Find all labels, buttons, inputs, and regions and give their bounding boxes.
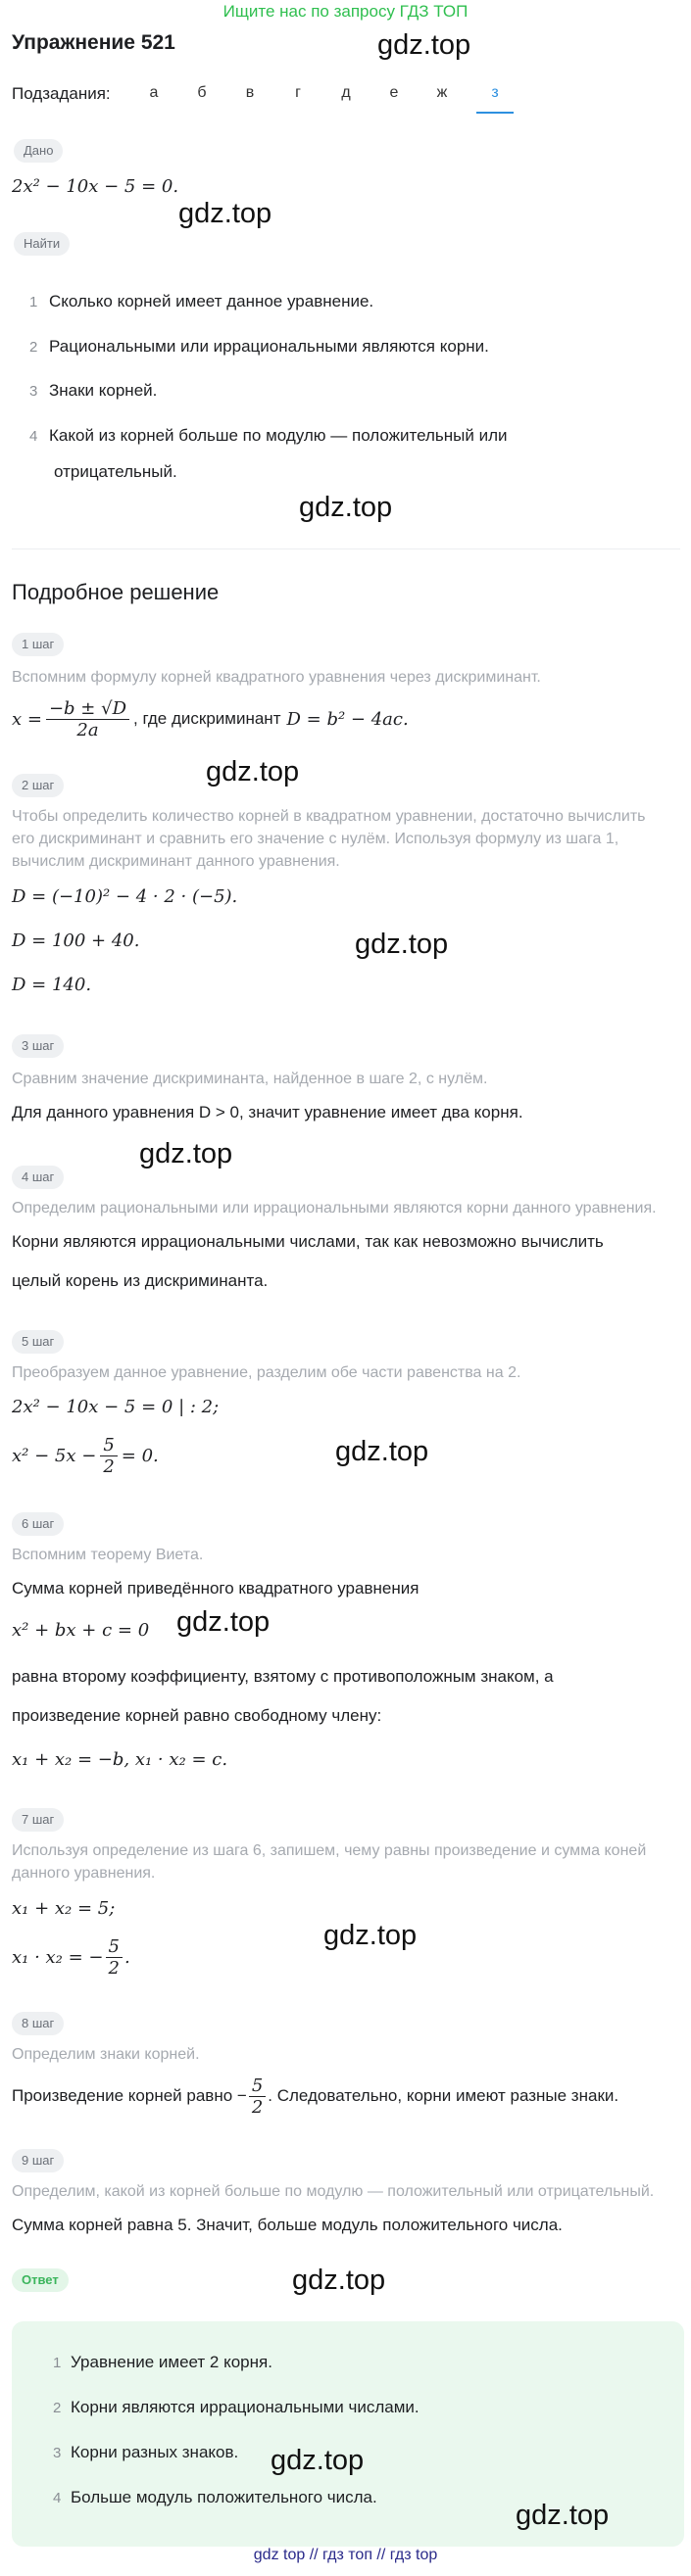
- step-3-text: Для данного уравнения D > 0, значит уравнение имеет два корня.: [12, 1103, 523, 1121]
- formula-middle: , где дискриминант: [133, 709, 281, 728]
- answer-item-number: 2: [53, 2400, 62, 2416]
- find-item: Рациональными или иррациональными являются корни.: [49, 337, 489, 356]
- subtasks-label: Подзадания:: [12, 84, 111, 103]
- step-7-fraction-line: [12, 1930, 130, 1984]
- text-left: Произведение корней равно −: [12, 2086, 247, 2105]
- step-5-hint: Преобразуем данное уравнение, разделим обе части равенства на 2.: [12, 1364, 521, 1381]
- step-1-hint: Вспомним формулу корней квадратного уравнения через дискриминант.: [12, 669, 541, 686]
- step-2-badge: 2 шаг: [12, 774, 64, 797]
- tab-g[interactable]: г: [295, 84, 301, 101]
- step-7-hint: данного уравнения.: [12, 1865, 156, 1882]
- line-left: x² − 5x −: [12, 1445, 97, 1466]
- step-4-text: Корни являются иррациональными числами, так как невозможно вычислить: [12, 1232, 604, 1251]
- top-search-link[interactable]: Ищите нас по запросу ГДЗ ТОП: [222, 2, 469, 21]
- tab-v[interactable]: в: [245, 84, 255, 101]
- answer-item-number: 4: [53, 2490, 62, 2506]
- watermark: gdz.top: [176, 1606, 271, 1638]
- watermark: gdz.top: [178, 198, 272, 229]
- solution-title: Подробное решение: [12, 580, 220, 604]
- answer-item: Больше модуль положительного числа.: [71, 2488, 377, 2506]
- step-1-formula: [12, 692, 409, 746]
- step-6-text: равна второму коэффициенту, взятому с противоположным знаком, а: [12, 1667, 554, 1686]
- find-item-number: 1: [29, 294, 38, 310]
- step-7-line: x₁ + x₂ = 5;: [12, 1898, 116, 1919]
- tab-e[interactable]: е: [389, 84, 399, 101]
- find-item: Сколько корней имеет данное уравнение.: [49, 292, 374, 310]
- fraction: $\frac{5}{2}$: [100, 1435, 117, 1477]
- step-8-badge: 8 шаг: [12, 2012, 64, 2035]
- step-5-fraction-line: [12, 1428, 159, 1483]
- step-3-hint: Сравним значение дискриминанта, найденное в шаге 2, с нулём.: [12, 1071, 488, 1087]
- step-6-hint: Вспомним теорему Виета.: [12, 1547, 204, 1563]
- step-1-badge: 1 шаг: [12, 633, 64, 656]
- tab-zh[interactable]: ж: [436, 84, 448, 101]
- answer-item-number: 1: [53, 2355, 62, 2371]
- watermark: gdz.top: [206, 756, 300, 787]
- formula-fraction: $\frac{-b \pm √D}{2a}$: [46, 698, 129, 740]
- answer-item: Корни разных знаков.: [71, 2443, 239, 2461]
- step-6-badge: 6 шаг: [12, 1512, 64, 1536]
- step-8-hint: Определим знаки корней.: [12, 2046, 200, 2063]
- line-left: x₁ · x₂ = −: [12, 1946, 104, 1968]
- answer-item-number: 3: [53, 2445, 62, 2461]
- step-6-equation: x₁ + x₂ = −b, x₁ · x₂ = c.: [12, 1749, 228, 1770]
- step-6-text: произведение корней равно свободному члену:: [12, 1706, 382, 1725]
- find-item-number: 4: [29, 428, 38, 445]
- tab-b[interactable]: б: [197, 84, 207, 101]
- tab-z-active[interactable]: з: [491, 84, 499, 101]
- active-tab-indicator: [476, 112, 514, 114]
- given-badge: Дано: [14, 139, 63, 163]
- step-7-badge: 7 шаг: [12, 1808, 64, 1832]
- watermark: gdz.top: [355, 929, 449, 960]
- step-2-line: D = 140.: [12, 975, 92, 995]
- step-9-badge: 9 шаг: [12, 2149, 64, 2172]
- find-item: Какой из корней больше по модулю — положительный или: [49, 426, 508, 445]
- find-item-continuation: отрицательный.: [54, 462, 177, 481]
- text-right: . Следовательно, корни имеют разные знаки.: [268, 2086, 619, 2105]
- step-8-text: [12, 2069, 618, 2123]
- step-9-text: Сумма корней равна 5. Значит, больше модуль положительного числа.: [12, 2216, 563, 2234]
- step-2-line: D = 100 + 40.: [12, 930, 140, 951]
- watermark: gdz.top: [299, 492, 393, 523]
- page-title: Упражнение 521: [12, 31, 175, 54]
- given-equation: 2x² − 10x − 5 = 0.: [12, 176, 179, 197]
- step-4-text: целый корень из дискриминанта.: [12, 1271, 269, 1290]
- tab-d[interactable]: д: [341, 84, 351, 101]
- formula-left: x =: [12, 708, 42, 730]
- find-badge: Найти: [14, 232, 70, 256]
- step-3-badge: 3 шаг: [12, 1034, 64, 1058]
- watermark: gdz.top: [271, 2445, 365, 2476]
- answer-item: Корни являются иррациональными числами.: [71, 2398, 420, 2416]
- fraction: $\frac{5}{2}$: [106, 1936, 123, 1979]
- line-right: .: [123, 1946, 130, 1968]
- step-6-text: Сумма корней приведённого квадратного уравнения: [12, 1579, 420, 1598]
- answer-item: Уравнение имеет 2 корня.: [71, 2353, 272, 2371]
- fraction: $\frac{5}{2}$: [249, 2075, 266, 2118]
- watermark: gdz.top: [516, 2500, 610, 2531]
- find-item: Знаки корней.: [49, 381, 158, 400]
- watermark: gdz.top: [377, 29, 471, 61]
- tab-a[interactable]: а: [149, 84, 159, 101]
- watermark: gdz.top: [323, 1920, 418, 1951]
- find-item-number: 2: [29, 339, 38, 356]
- step-9-hint: Определим, какой из корней больше по модулю — положительный или отрицательный.: [12, 2183, 655, 2200]
- answer-badge: Ответ: [12, 2268, 69, 2292]
- footer-links[interactable]: gdz top // гдз топ // гдз top: [253, 2547, 438, 2563]
- step-5-badge: 5 шаг: [12, 1330, 64, 1354]
- step-2-hint: Чтобы определить количество корней в квадратном уравнении, достаточно вычислить: [12, 808, 646, 825]
- step-6-equation: x² + bx + c = 0: [12, 1620, 150, 1641]
- formula-right: D = b² − 4ac.: [286, 708, 409, 730]
- step-2-hint: вычислим дискриминант данного уравнения.: [12, 853, 340, 870]
- line-right: = 0.: [121, 1445, 159, 1466]
- watermark: gdz.top: [292, 2265, 386, 2296]
- step-7-hint: Используя определение из шага 6, запишем, чему равны произведение и сумма коней: [12, 1842, 647, 1859]
- step-2-hint: его дискриминант и сравнить его значение с нулём. Используя формулу из шага 1,: [12, 831, 619, 847]
- step-4-hint: Определим рациональными или иррациональными являются корни данного уравнения.: [12, 1200, 657, 1216]
- watermark: gdz.top: [139, 1138, 233, 1169]
- step-5-line: 2x² − 10x − 5 = 0 | : 2;: [12, 1397, 220, 1417]
- step-2-line: D = (−10)² − 4 · 2 · (−5).: [12, 886, 238, 907]
- watermark: gdz.top: [335, 1436, 429, 1467]
- find-item-number: 3: [29, 383, 38, 400]
- step-4-badge: 4 шаг: [12, 1166, 64, 1189]
